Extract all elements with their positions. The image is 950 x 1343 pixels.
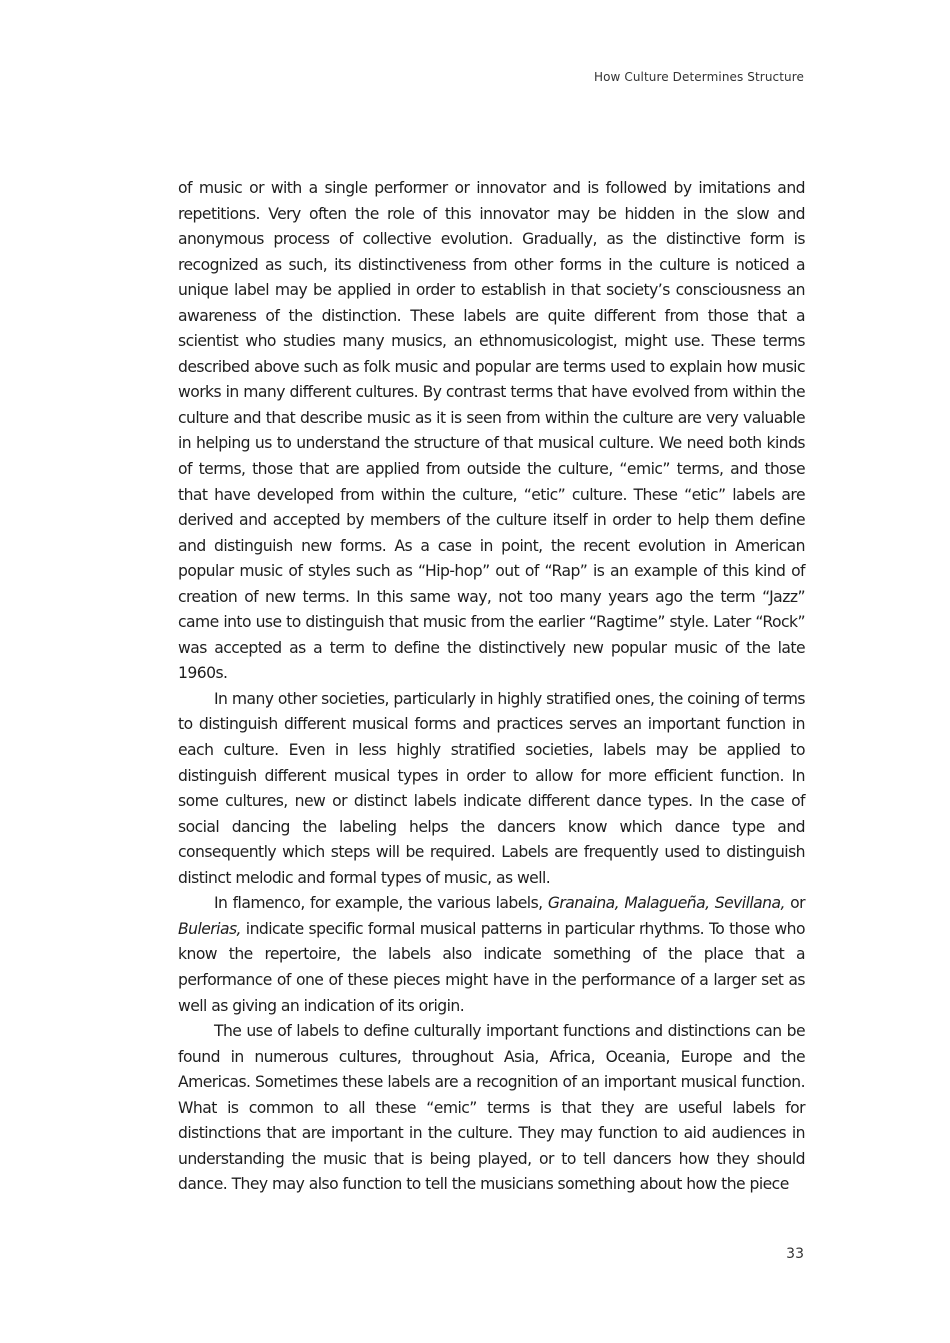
- flamenco-labels-italic: Granaina, Malagueña, Sevillana,: [547, 894, 785, 913]
- paragraph-1: of music or with a single performer or innovator and is followed by imitations and repetitions. Very often the role of this innovator may be hidden in the slow and anonymous process of collective evolution. Gradually, as the distinctive form is recognized as such, its distinctiveness from other forms in the culture is noticed a unique label may be applied in order to establish in that society’s consciousness an awareness of the distinction. These labels are quite different from those that a scientist who studies many musics, an ethnomusicologist, might use. These terms described above such as folk music and popular are terms used to explain how music works in many different cultures. By contrast terms that have evolved from within the culture and that describe music as it is seen from within the culture are very valuable in helping us to understand the structure of that musical culture. We need both kinds of terms, those that are applied from outside the culture, “emic” terms, and those that have developed from within the culture, “etic” culture. These “etic” labels are derived and accepted by members of the culture itself in order to help them define and distinguish new forms. As a case in point, the recent evolution in American popular music of styles such as “Hip-hop” out of “Rap” is an example of this kind of creation of new terms. In this same way, not too many years ago the term “Jazz” came into use to distinguish that music from the earlier “Ragtime” style. Later “Rock” was accepted as a term to define the distinctively new popular music of the late 1960s.: [178, 179, 805, 683]
- paragraph-3: [178, 891, 805, 1019]
- paragraph-4: The use of labels to define culturally important functions and distinctions can be found in numerous cultures, throughout Asia, Africa, Oceania, Europe and the Americas. Sometimes these labels are a recognition of an important musical function. What is common to all these “emic” terms is that they are useful labels for distinctions that are important in the culture. They may function to aid audiences in understanding the music that is being played, or to tell dancers how they should dance. They may also function to tell the musicians something about how the piece: [178, 1022, 805, 1194]
- page-number: 33: [786, 1246, 804, 1262]
- running-header: How Culture Determines Structure: [593, 70, 804, 84]
- paragraph-3-rest: indicate specific formal musical patterns in particular rhythms. To those who know the repertoire, the labels also indicate something of the place that a performance of one of these pieces might have in the performance of a larger set as well as giving an indication of its origin.: [178, 919, 805, 1015]
- paragraph-3-mid: or: [784, 894, 805, 913]
- bulerias-italic: Bulerias,: [178, 919, 241, 938]
- body-text: [178, 176, 805, 1198]
- paragraph-2: In many other societies, particularly in highly stratified ones, the coining of terms to distinguish different musical forms and practices serves an important function in each culture. Even in less highly stratified societies, labels may be applied to distinguish different musical types in order to allow for more efficient function. In some cultures, new or distinct labels indicate different dance types. In the case of social dancing the labeling helps the dancers know which dance type and consequently which steps will be required. Labels are frequently used to distinguish distinct melodic and formal types of music, as well.: [178, 689, 805, 887]
- paragraph-3-lead: In flamenco, for example, the various labels,: [214, 894, 548, 913]
